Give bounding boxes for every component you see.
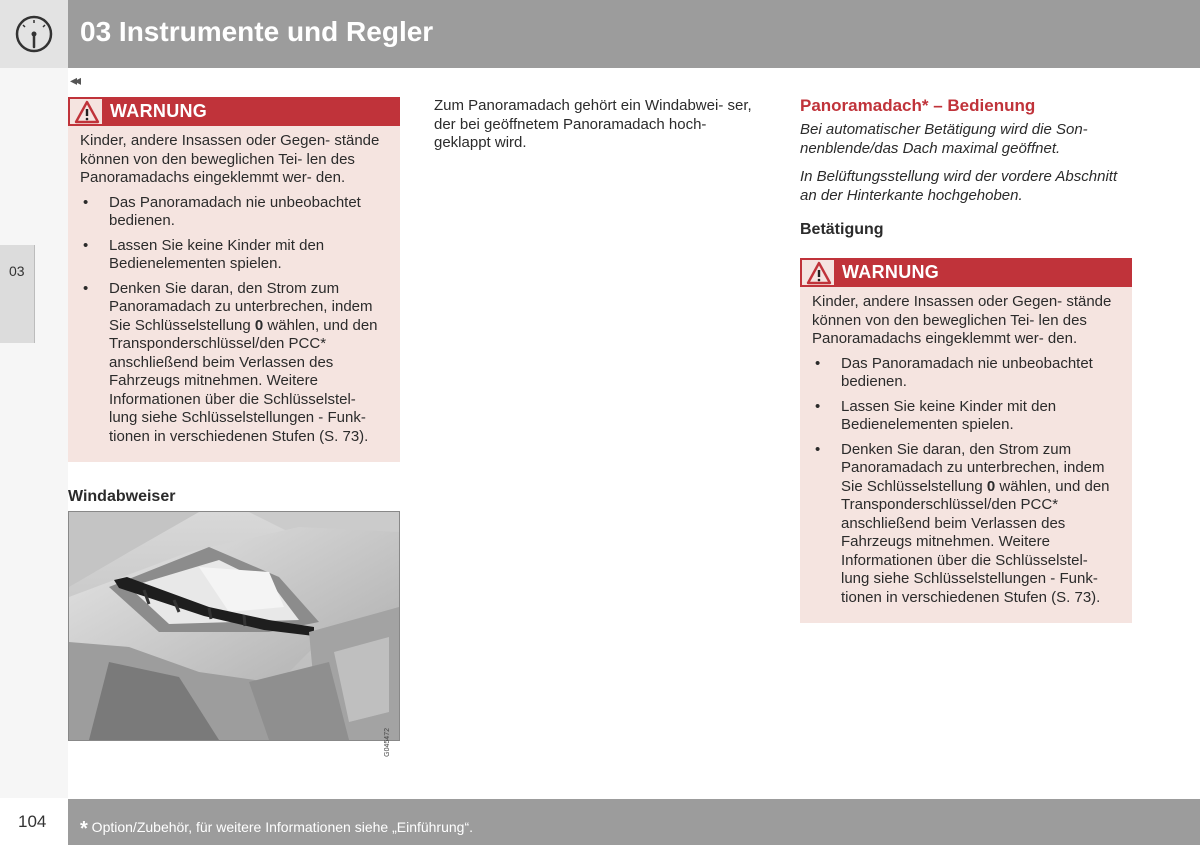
key-position-zero: 0	[986, 477, 996, 495]
warning-body	[800, 287, 1132, 623]
key-position-zero: 0	[254, 316, 264, 334]
warning-list-item	[80, 194, 388, 231]
warning-list-item	[812, 398, 1120, 435]
chapter-tab-label: 03	[9, 263, 25, 279]
footer-bar	[68, 799, 1200, 845]
warning-item-text-part: wählen, und den Transponderschlüssel/den PCC* anschließend beim Verlassen des Fahrzeugs mitnehmen. Weitere Informationen über die Schlüsselstel- lung siehe Schlüsselstellungen - Funk- tionen in verschiedenen Stufen (S. 73).	[841, 477, 1110, 606]
chapter-header	[0, 0, 1200, 68]
warning-item-text-part: Denken Sie daran, den Strom zum Panoramadach zu unterbrechen, indem Sie Schlüsselstellung	[109, 279, 373, 334]
warning-list	[80, 194, 388, 447]
windabweiser-heading: Windabweiser	[68, 488, 176, 505]
sunroof-photo	[68, 511, 400, 757]
left-margin	[0, 68, 68, 798]
warning-intro: Kinder, andere Insassen oder Gegen- stände können von den beweglichen Tei- len des Panoramadachs eingeklemmt wer- den.	[80, 132, 380, 186]
footnote-text: Option/Zubehör, für weitere Informationen siehe „Einführung“.	[87, 819, 474, 835]
warning-icon-box	[800, 258, 836, 287]
image-code: G045472	[384, 728, 391, 757]
page-number: 104	[18, 812, 47, 831]
warning-list-item	[812, 355, 1120, 392]
page-title: 03 Instrumente und Regler	[80, 16, 434, 47]
bullet-icon: •	[815, 397, 821, 415]
warning-list-item	[80, 280, 388, 447]
bullet-icon: •	[815, 440, 821, 458]
warning-list-item	[812, 441, 1120, 608]
back-arrow-icon[interactable]: ◂◂	[70, 72, 79, 88]
warning-box-left	[68, 97, 400, 462]
sunroof-illustration	[69, 512, 399, 740]
chapter-tab[interactable]	[0, 245, 35, 343]
italic-note-1: Bei automatischer Betätigung wird die Son- nenblende/das Dach maximal geöffnet.	[800, 121, 1088, 157]
gauge-icon	[14, 14, 54, 54]
section-title: Panoramadach* – Bedienung	[800, 96, 1036, 115]
bullet-icon: •	[83, 236, 89, 254]
italic-note-2: In Belüftungsstellung wird der vordere Abschnitt an der Hinterkante hochgehoben.	[800, 168, 1118, 204]
bullet-icon: •	[83, 193, 89, 211]
header-icon-box	[0, 0, 68, 68]
warning-triangle-icon	[74, 100, 100, 124]
warning-list	[812, 355, 1120, 608]
warning-intro: Kinder, andere Insassen oder Gegen- stände können von den beweglichen Tei- len des Panoramadachs eingeklemmt wer- den.	[812, 293, 1112, 347]
footnote-star: *	[80, 818, 88, 840]
warning-icon-box	[68, 97, 104, 126]
warning-triangle-icon	[806, 261, 832, 285]
warning-item-text: Lassen Sie keine Kinder mit den Bedienelementen spielen.	[841, 397, 1057, 433]
bullet-icon: •	[815, 354, 821, 372]
warning-item-text: Das Panoramadach nie unbeobachtet bedienen.	[841, 354, 1093, 390]
warning-header	[68, 97, 400, 126]
bullet-icon: •	[83, 279, 89, 297]
windabweiser-description: Zum Panoramadach gehört ein Windabwei- ser, der bei geöffnetem Panoramadach hoch- geklappt wird.	[434, 97, 752, 151]
warning-header	[800, 258, 1132, 287]
warning-item-text: Das Panoramadach nie unbeobachtet bedienen.	[109, 193, 361, 229]
warning-title: WARNUNG	[842, 262, 940, 282]
warning-box-right	[800, 258, 1132, 623]
betaetigung-heading: Betätigung	[800, 221, 884, 238]
warning-title: WARNUNG	[110, 101, 208, 121]
warning-list-item	[80, 237, 388, 274]
warning-item-text: Lassen Sie keine Kinder mit den Bedienelementen spielen.	[109, 236, 325, 272]
warning-item-text-part: wählen, und den Transponderschlüssel/den PCC* anschließend beim Verlassen des Fahrzeugs mitnehmen. Weitere Informationen über die Schlüsselstel- lung siehe Schlüsselstellungen - Funk- tionen in verschiedenen Stufen (S. 73).	[109, 316, 378, 445]
warning-body	[68, 126, 400, 462]
footnote	[80, 815, 473, 838]
warning-item-text-part: Denken Sie daran, den Strom zum Panoramadach zu unterbrechen, indem Sie Schlüsselstellung	[841, 440, 1105, 495]
